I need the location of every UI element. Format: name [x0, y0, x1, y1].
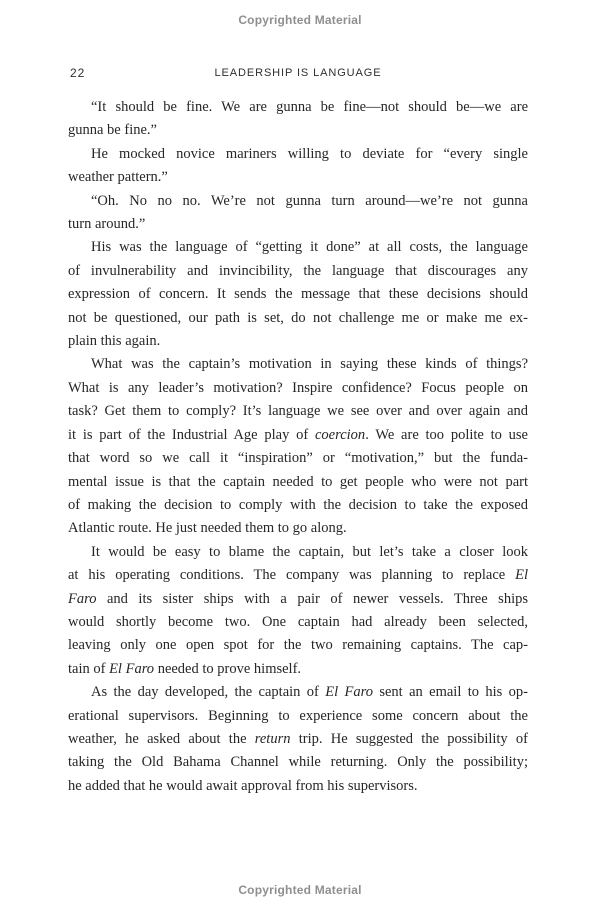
- text-line: “Oh. No no no. We’re not gunna turn around—we’re not gunna: [91, 192, 528, 209]
- text-line: “It should be fine. We are gunna be fine—not should be—we are: [91, 99, 528, 115]
- text-line: His was the language of “getting it done” at all costs, the language: [91, 239, 528, 256]
- paragraph: [68, 681, 528, 798]
- text-line: What is any leader’s motivation? Inspire confidence? Focus people on: [68, 379, 528, 396]
- text-line: weather pattern.”: [68, 169, 168, 186]
- text-line: erational supervisors. Beginning to experience some concern about the: [68, 707, 528, 724]
- text-line: tain of El Faro needed to prove himself.: [68, 660, 302, 677]
- page-number: 22: [70, 66, 86, 80]
- text-line: What was the captain’s motivation in saying these kinds of things?: [91, 356, 528, 373]
- text-line: task? Get them to comply? It’s language we see over and over again and: [68, 403, 528, 420]
- copyright-notice-bottom: Copyrighted Material: [238, 883, 362, 897]
- text-line: expression of concern. It sends the message that these decisions should: [68, 286, 528, 303]
- text-line: As the day developed, the captain of El Faro sent an email to his op-: [91, 684, 528, 701]
- page-body: [68, 96, 528, 798]
- running-header: [68, 66, 528, 82]
- text-line: Faro and its sister ships with a pair of newer vessels. Three ships: [68, 590, 528, 607]
- text-line: turn around.”: [68, 216, 146, 233]
- text-line: of making the decision to comply with the decision to take the exposed: [68, 496, 528, 513]
- text-line: that word so we call it “inspiration” or “motivation,” but the funda-: [68, 450, 528, 467]
- paragraph: [68, 353, 528, 540]
- text-line: Atlantic route. He just needed them to go along.: [68, 520, 347, 537]
- paragraph: [68, 236, 528, 353]
- paragraph: [68, 96, 528, 143]
- text-line: it is part of the Industrial Age play of coercion. We are too polite to use: [68, 426, 528, 443]
- text-line: leaving only one open spot for the two remaining captains. The cap-: [68, 637, 528, 654]
- text-line: taking the Old Bahama Channel while returning. Only the possibility;: [68, 754, 528, 771]
- text-line: plain this again.: [68, 333, 161, 350]
- text-line: He mocked novice mariners willing to deviate for “every single: [91, 145, 528, 162]
- text-line: It would be easy to blame the captain, but let’s take a closer look: [91, 543, 528, 560]
- running-title: LEADERSHIP IS LANGUAGE: [214, 67, 382, 79]
- text-line: of invulnerability and invincibility, the language that discourages any: [68, 262, 528, 279]
- text-line: not be questioned, our path is set, do not challenge me or make me ex-: [68, 309, 528, 326]
- paragraph: [68, 541, 528, 681]
- text-line: would shortly become two. One captain had already been selected,: [68, 613, 528, 630]
- copyright-notice-top: Copyrighted Material: [238, 13, 362, 27]
- text-line: at his operating conditions. The company was planning to replace El: [68, 567, 528, 584]
- text-line: weather, he asked about the return trip. He suggested the possibility of: [68, 730, 528, 747]
- text-line: he added that he would await approval from his supervisors.: [68, 777, 418, 794]
- text-line: mental issue is that the captain needed to get people who were not part: [68, 473, 528, 490]
- paragraph: [68, 190, 528, 237]
- paragraph: [68, 143, 528, 190]
- text-line: gunna be fine.”: [68, 122, 157, 139]
